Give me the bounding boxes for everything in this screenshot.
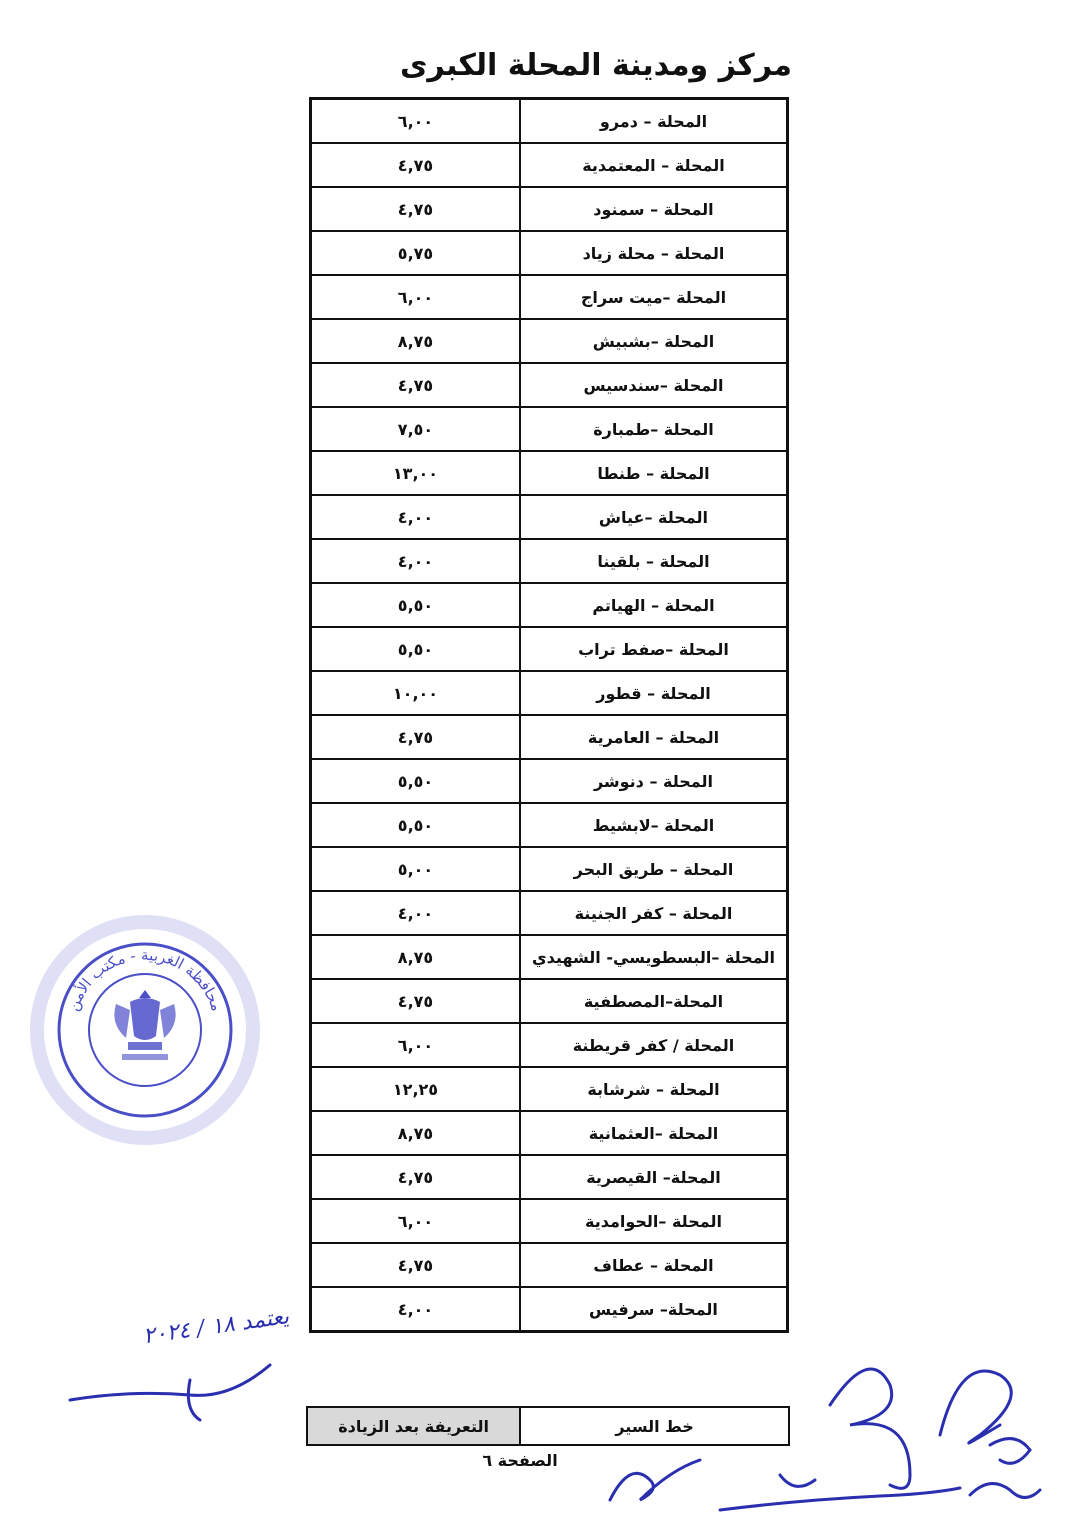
fare-cell: ٥,٥٠	[311, 627, 520, 671]
route-cell: المحلة –طمبارة	[520, 407, 788, 451]
table-row	[311, 803, 788, 847]
fare-cell: ٤,٠٠	[311, 539, 520, 583]
table-row	[311, 275, 788, 319]
fare-cell: ٨,٧٥	[311, 1111, 520, 1155]
route-cell: المحلة – طنطا	[520, 451, 788, 495]
fare-cell: ٤,٧٥	[311, 715, 520, 759]
page-number: الصفحة ٦	[482, 1451, 558, 1470]
page-title: مركز ومدينة المحلة الكبرى	[399, 48, 792, 83]
route-cell: المحلة –الحوامدية	[520, 1199, 788, 1243]
fare-cell: ٥,٠٠	[311, 847, 520, 891]
route-cell: المحلة –عياش	[520, 495, 788, 539]
fare-cell: ٥,٥٠	[311, 583, 520, 627]
route-cell: المحلة –ميت سراج	[520, 275, 788, 319]
fare-table	[309, 97, 789, 1333]
fare-cell: ٤,٧٥	[311, 363, 520, 407]
route-cell: المحلة – طريق البحر	[520, 847, 788, 891]
route-cell: المحلة – الهياتم	[520, 583, 788, 627]
route-cell: المحلة – شرشابة	[520, 1067, 788, 1111]
table-row	[311, 759, 788, 803]
fare-cell: ٤,٧٥	[311, 1155, 520, 1199]
fare-cell: ٤,٠٠	[311, 891, 520, 935]
table-row	[311, 407, 788, 451]
fare-table-body	[311, 99, 788, 1332]
fare-cell: ١٠,٠٠	[311, 671, 520, 715]
route-cell: المحلة – دمرو	[520, 99, 788, 144]
fare-cell: ٥,٥٠	[311, 759, 520, 803]
table-row	[311, 847, 788, 891]
stamp-text: محافظة الغربية - مكتب الأمن	[63, 945, 227, 1014]
fare-cell: ٦,٠٠	[311, 1023, 520, 1067]
fare-cell: ٤,٠٠	[311, 495, 520, 539]
handwritten-note: يعتمد ١٨ / ٢٠٢٤	[141, 1304, 291, 1350]
fare-cell: ٤,٠٠	[311, 1287, 520, 1332]
route-cell: المحلة– سرفيس	[520, 1287, 788, 1332]
route-cell: المحلة – سمنود	[520, 187, 788, 231]
official-stamp	[20, 912, 270, 1152]
header-route: خط السير	[520, 1407, 789, 1445]
route-cell: المحلة –صفط تراب	[520, 627, 788, 671]
route-cell: المحلة – بلقينا	[520, 539, 788, 583]
fare-cell: ٤,٧٥	[311, 187, 520, 231]
fare-cell: ٤,٧٥	[311, 1243, 520, 1287]
table-row	[311, 495, 788, 539]
table-row	[311, 1199, 788, 1243]
table-row	[311, 671, 788, 715]
fare-cell: ٥,٥٠	[311, 803, 520, 847]
right-signatures	[820, 1345, 1050, 1525]
fare-cell: ٦,٠٠	[311, 275, 520, 319]
fare-cell: ١٢,٢٥	[311, 1067, 520, 1111]
route-cell: المحلة –البسطويسي- الشهيدي	[520, 935, 788, 979]
table-row	[311, 1287, 788, 1332]
route-cell: المحلة – المعتمدية	[520, 143, 788, 187]
fare-cell: ٤,٧٥	[311, 979, 520, 1023]
table-row	[311, 187, 788, 231]
table-row	[311, 627, 788, 671]
fare-cell: ٨,٧٥	[311, 319, 520, 363]
table-row	[311, 99, 788, 144]
table-row	[311, 935, 788, 979]
route-cell: المحلة – دنوشر	[520, 759, 788, 803]
route-cell: المحلة – عطاف	[520, 1243, 788, 1287]
table-row	[311, 1243, 788, 1287]
route-cell: المحلة – كفر الجنينة	[520, 891, 788, 935]
fare-cell: ٧,٥٠	[311, 407, 520, 451]
fare-cell: ٦,٠٠	[311, 1199, 520, 1243]
table-row	[311, 1023, 788, 1067]
table-row	[311, 979, 788, 1023]
fare-cell: ٤,٧٥	[311, 143, 520, 187]
table-row	[311, 1155, 788, 1199]
fare-cell: ٦,٠٠	[311, 99, 520, 144]
table-row	[311, 319, 788, 363]
table-row	[311, 143, 788, 187]
table-row	[311, 363, 788, 407]
table-row	[311, 715, 788, 759]
route-cell: المحلة– القيصرية	[520, 1155, 788, 1199]
route-cell: المحلة –لابشيط	[520, 803, 788, 847]
table-row	[311, 1067, 788, 1111]
table-row	[311, 583, 788, 627]
fare-cell: ١٣,٠٠	[311, 451, 520, 495]
header-fare: التعريفة بعد الزيادة	[307, 1407, 520, 1445]
route-cell: المحلة / كفر قريطنة	[520, 1023, 788, 1067]
table-row	[311, 231, 788, 275]
table-row	[311, 539, 788, 583]
fare-cell: ٥,٧٥	[311, 231, 520, 275]
route-cell: المحلة –سندسيس	[520, 363, 788, 407]
route-cell: المحلة –العثمانية	[520, 1111, 788, 1155]
route-cell: المحلة – محلة زياد	[520, 231, 788, 275]
route-cell: المحلة – قطور	[520, 671, 788, 715]
route-cell: المحلة–المصطفية	[520, 979, 788, 1023]
approval-signature	[60, 1340, 290, 1430]
route-cell: المحلة – العامرية	[520, 715, 788, 759]
table-row	[311, 1111, 788, 1155]
table-row	[311, 891, 788, 935]
fare-cell: ٨,٧٥	[311, 935, 520, 979]
table-row	[311, 451, 788, 495]
route-cell: المحلة –بشبيش	[520, 319, 788, 363]
eagle-emblem-icon	[114, 990, 175, 1060]
